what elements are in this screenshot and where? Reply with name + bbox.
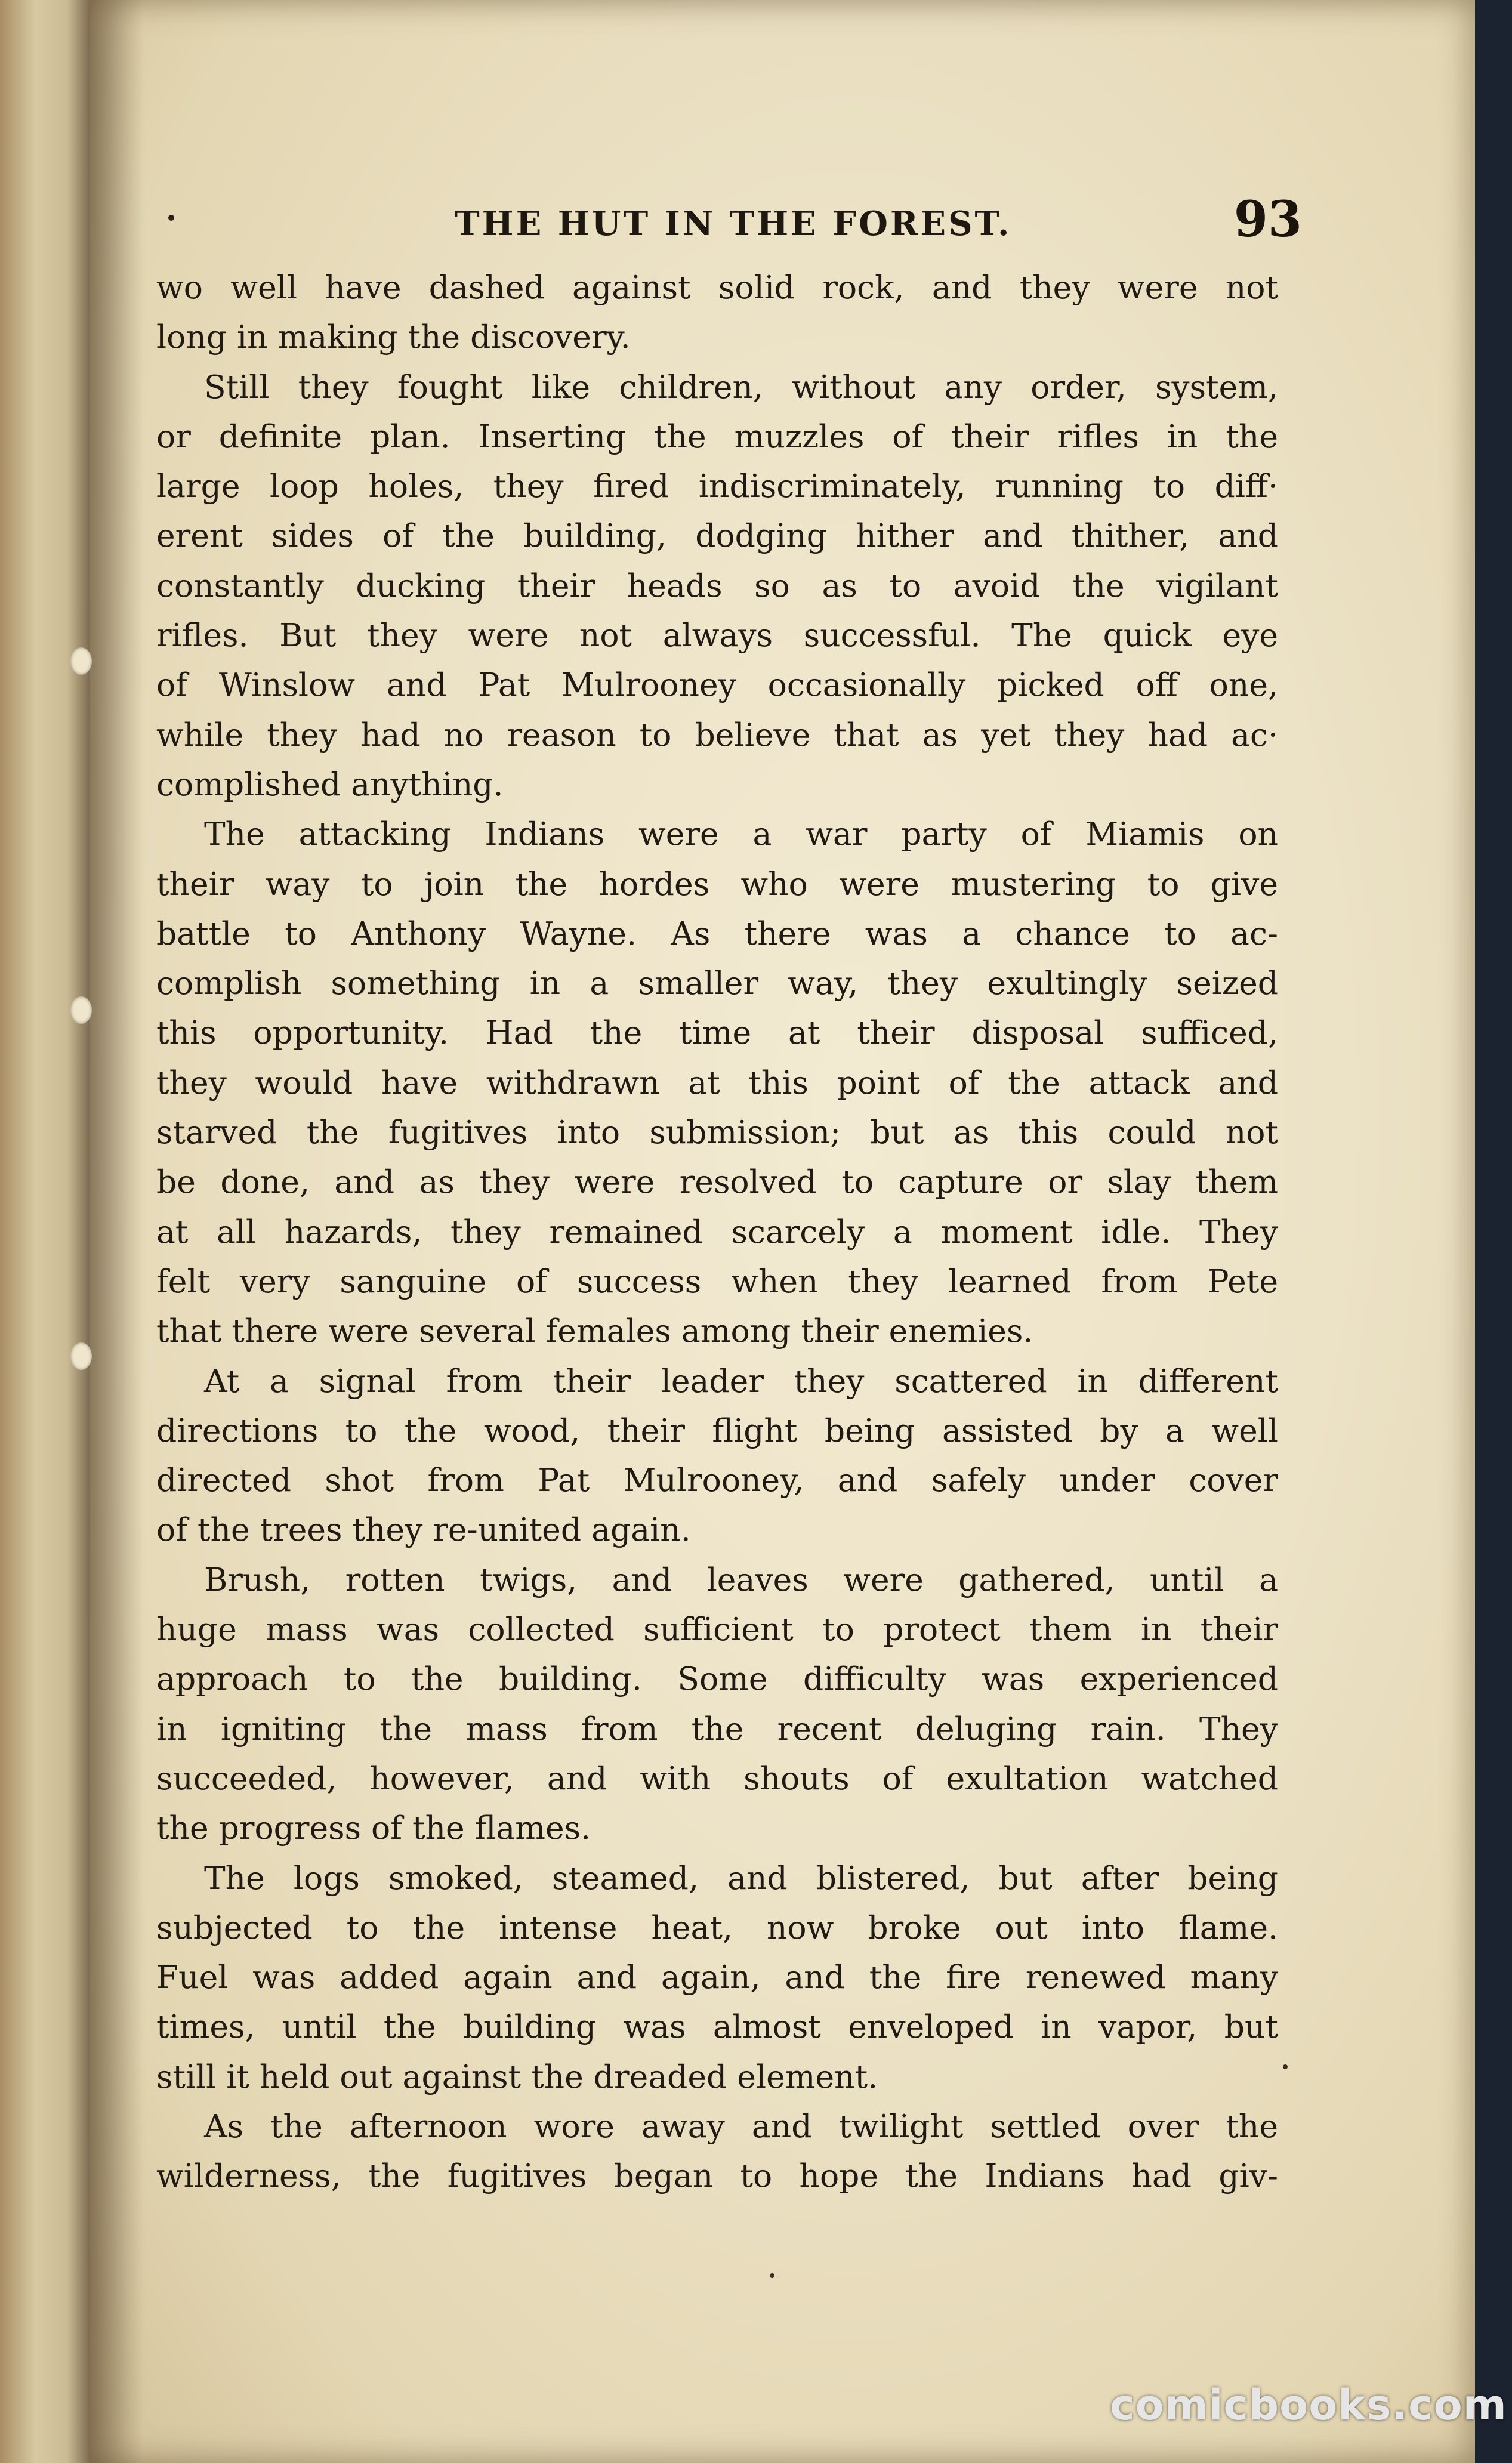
background-edge-right — [1474, 0, 1512, 2463]
text-line: battle to Anthony Wayne. As there was a chance to ac- — [156, 914, 1278, 952]
text-line: times, until the building was almost enveloped in vapor, but — [156, 2008, 1278, 2046]
text-line: rifles. But they were not always successful. The quick eye — [156, 616, 1278, 655]
text-line: huge mass was collected sufficient to protect them in their — [156, 1610, 1278, 1649]
text-line: this opportunity. Had the time at their disposal sufficed, — [156, 1014, 1278, 1052]
page-number: 93 — [1233, 191, 1302, 248]
text-line: constantly ducking their heads so as to avoid the vigilant — [156, 566, 1278, 604]
site-watermark: comicbooks.com — [1110, 2381, 1507, 2430]
running-head: THE HUT IN THE FOREST. — [455, 204, 1012, 243]
stray-mark — [770, 2273, 774, 2278]
page-header — [168, 191, 1302, 257]
text-line: As the afternoon wore away and twilight settled over the — [204, 2107, 1278, 2145]
text-line: their way to join the hordes who were mustering to give — [156, 865, 1278, 903]
text-line: directed shot from Pat Mulrooney, and safely under cover — [156, 1461, 1278, 1499]
text-line: succeeded, however, and with shouts of exultation watched — [156, 1759, 1278, 1797]
text-line: The attacking Indians were a war party of Miamis on — [204, 815, 1278, 853]
text-line: in igniting the mass from the recent deluging rain. They — [156, 1709, 1278, 1748]
text-line: be done, and as they were resolved to capture or slay them — [156, 1163, 1278, 1201]
text-line: directions to the wood, their flight being assisted by a well — [156, 1411, 1278, 1449]
text-line: approach to the building. Some difficulty was experienced — [156, 1660, 1278, 1698]
text-line: or definite plan. Inserting the muzzles of their rifles in the — [156, 417, 1278, 455]
gutter-shadow — [90, 0, 143, 2463]
text-line: erent sides of the building, dodging hither and thither, and — [156, 517, 1278, 555]
text-line: Brush, rotten twigs, and leaves were gathered, until a — [204, 1560, 1278, 1598]
text-line: at all hazards, they remained scarcely a moment idle. They — [156, 1212, 1278, 1251]
text-line: that there were several females among their enemies. — [156, 1312, 1033, 1350]
text-line: large loop holes, they fired indiscriminately, running to diff· — [156, 467, 1278, 505]
text-line: of the trees they re-united again. — [156, 1511, 691, 1549]
header-dot — [168, 215, 174, 221]
text-line: At a signal from their leader they scattered in different — [204, 1362, 1278, 1400]
text-line: of Winslow and Pat Mulrooney occasionally picked off one, — [156, 666, 1278, 704]
text-line: starved the fugitives into submission; but as this could not — [156, 1113, 1278, 1152]
text-line: while they had no reason to believe that as yet they had ac· — [156, 715, 1278, 754]
text-line: Still they fought like children, without any order, system, — [204, 368, 1278, 406]
text-line: complished anything. — [156, 765, 504, 803]
text-line: still it held out against the dreaded element. — [156, 2057, 878, 2095]
binding-hole — [70, 1342, 92, 1370]
previous-page-edge — [0, 0, 92, 2463]
stray-mark — [1283, 2064, 1288, 2069]
binding-hole — [70, 647, 92, 675]
text-line: wilderness, the fugitives began to hope the Indians had giv- — [156, 2157, 1278, 2195]
text-line: they would have withdrawn at this point of the attack and — [156, 1063, 1278, 1101]
text-line: felt very sanguine of success when they learned from Pete — [156, 1262, 1278, 1300]
text-line: the progress of the flames. — [156, 1809, 591, 1847]
text-line: wo well have dashed against solid rock, and they were not — [156, 268, 1278, 306]
text-line: Fuel was added again and again, and the fire renewed many — [156, 1958, 1278, 1996]
text-line: complish something in a smaller way, they exultingly seized — [156, 964, 1278, 1002]
binding-hole — [70, 996, 92, 1024]
text-line: long in making the discovery. — [156, 318, 631, 356]
body-text — [156, 263, 1278, 2201]
text-line: subjected to the intense heat, now broke out into flame. — [156, 1908, 1278, 1946]
text-line: The logs smoked, steamed, and blistered, but after being — [204, 1859, 1278, 1897]
